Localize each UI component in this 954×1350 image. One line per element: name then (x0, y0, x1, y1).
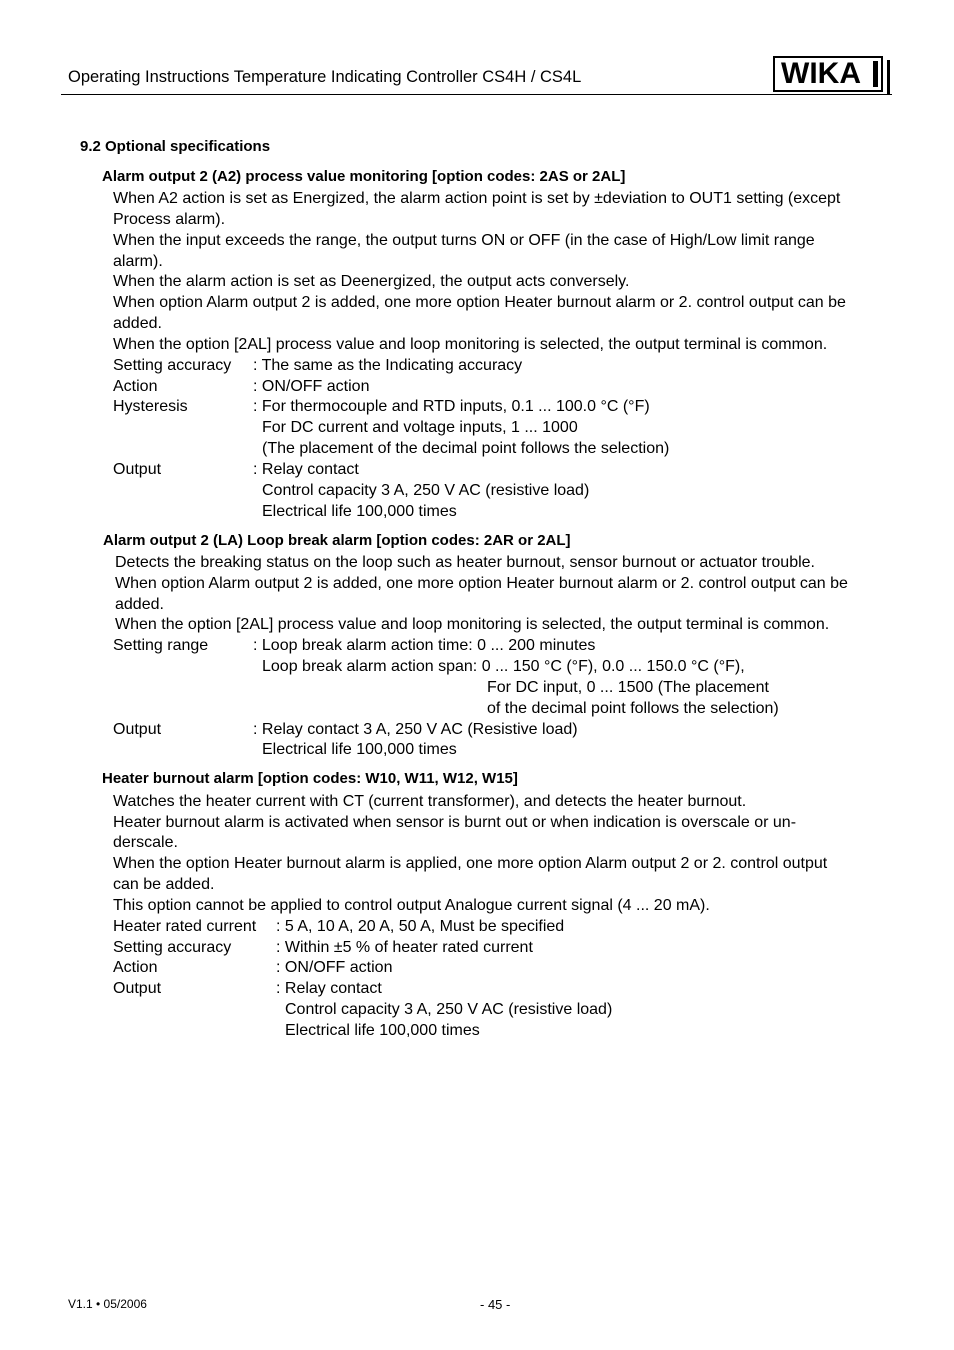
a2-line-5: When the alarm action is set as Deenergized, the output acts conversely. (113, 273, 630, 290)
hb-line-3: derscale. (113, 834, 178, 851)
a2-hysteresis-label: Hysteresis (113, 398, 188, 415)
hb-heading: Heater burnout alarm [option codes: W10, W11, W12, W15] (102, 770, 518, 787)
hb-line-5: can be added. (113, 876, 215, 893)
la-output-label: Output (113, 721, 162, 738)
header-divider (61, 94, 892, 95)
hb-action-label: Action (113, 959, 158, 976)
a2-output-value-2: Control capacity 3 A, 250 V AC (resistive load) (262, 482, 590, 499)
hb-line-6: This option cannot be applied to control output Analogue current signal (4 ... 20 mA). (113, 897, 710, 914)
hb-line-1: Watches the heater current with CT (current transformer), and detects the heater burnout. (113, 793, 747, 810)
logo-bar (873, 61, 878, 87)
hb-rated-value: : 5 A, 10 A, 20 A, 50 A, Must be specified (276, 918, 565, 935)
la-line-3: added. (115, 596, 164, 613)
la-line-4: When the option [2AL] process value and loop monitoring is selected, the output terminal is common. (115, 616, 830, 633)
a2-accuracy-label: Setting accuracy (113, 357, 232, 374)
la-line-1: Detects the breaking status on the loop such as heater burnout, sensor burnout or actuator trouble. (115, 554, 815, 571)
la-line-2: When option Alarm output 2 is added, one more option Heater burnout alarm or 2. control output can be (115, 575, 848, 592)
a2-line-2: Process alarm). (113, 211, 226, 228)
a2-line-4: alarm). (113, 253, 163, 270)
hb-accuracy-value: : Within ±5 % of heater rated current (276, 939, 533, 956)
la-range-value-3: For DC input, 0 ... 1500 (The placement (487, 679, 769, 696)
logo-shadow (887, 60, 890, 95)
a2-hysteresis-value-1: : For thermocouple and RTD inputs, 0.1 ... 100.0 °C (°F) (253, 398, 650, 415)
la-range-value-1: : Loop break alarm action time: 0 ... 200 minutes (253, 637, 596, 654)
hb-line-4: When the option Heater burnout alarm is applied, one more option Alarm output 2 or 2. control output (113, 855, 828, 872)
footer-page-number: - 45 - (480, 1297, 511, 1312)
la-output-value-2: Electrical life 100,000 times (262, 741, 457, 758)
hb-output-value-3: Electrical life 100,000 times (285, 1022, 480, 1039)
a2-action-value: : ON/OFF action (253, 378, 370, 395)
la-range-value-4: of the decimal point follows the selection) (487, 700, 779, 717)
hb-output-value-1: : Relay contact (276, 980, 382, 997)
a2-output-value-3: Electrical life 100,000 times (262, 503, 457, 520)
hb-output-label: Output (113, 980, 162, 997)
logo-text: WIKA (781, 57, 861, 90)
hb-line-2: Heater burnout alarm is activated when sensor is burnt out or when indication is overscale or un- (113, 814, 797, 831)
a2-output-label: Output (113, 461, 162, 478)
la-heading: Alarm output 2 (LA) Loop break alarm [option codes: 2AR or 2AL] (103, 532, 571, 549)
a2-line-7: added. (113, 315, 162, 332)
section-title: 9.2 Optional specifications (80, 138, 271, 155)
a2-hysteresis-value-3: (The placement of the decimal point follows the selection) (262, 440, 670, 457)
a2-line-8: When the option [2AL] process value and loop monitoring is selected, the output terminal is common. (113, 336, 828, 353)
a2-output-value-1: : Relay contact (253, 461, 359, 478)
wika-logo (773, 56, 883, 92)
a2-accuracy-value: : The same as the Indicating accuracy (253, 357, 523, 374)
a2-line-3: When the input exceeds the range, the output turns ON or OFF (in the case of High/Low limit range (113, 232, 815, 249)
la-range-label: Setting range (113, 637, 209, 654)
a2-hysteresis-value-2: For DC current and voltage inputs, 1 ... 1000 (262, 419, 578, 436)
la-range-value-2: Loop break alarm action span: 0 ... 150 °C (°F), 0.0 ... 150.0 °C (°F), (262, 658, 745, 675)
hb-rated-label: Heater rated current (113, 918, 257, 935)
hb-output-value-2: Control capacity 3 A, 250 V AC (resistive load) (285, 1001, 613, 1018)
hb-action-value: : ON/OFF action (276, 959, 393, 976)
a2-line-6: When option Alarm output 2 is added, one more option Heater burnout alarm or 2. control output can be (113, 294, 846, 311)
header-title: Operating Instructions Temperature Indicating Controller CS4H / CS4L (68, 68, 582, 86)
a2-action-label: Action (113, 378, 158, 395)
a2-line-1: When A2 action is set as Energized, the alarm action point is set by ±deviation to OUT1 setting (except (113, 190, 841, 207)
footer-version: V1.1 • 05/2006 (68, 1297, 147, 1311)
hb-accuracy-label: Setting accuracy (113, 939, 232, 956)
a2-heading: Alarm output 2 (A2) process value monitoring [option codes: 2AS or 2AL] (102, 168, 626, 185)
la-output-value-1: : Relay contact 3 A, 250 V AC (Resistive load) (253, 721, 578, 738)
